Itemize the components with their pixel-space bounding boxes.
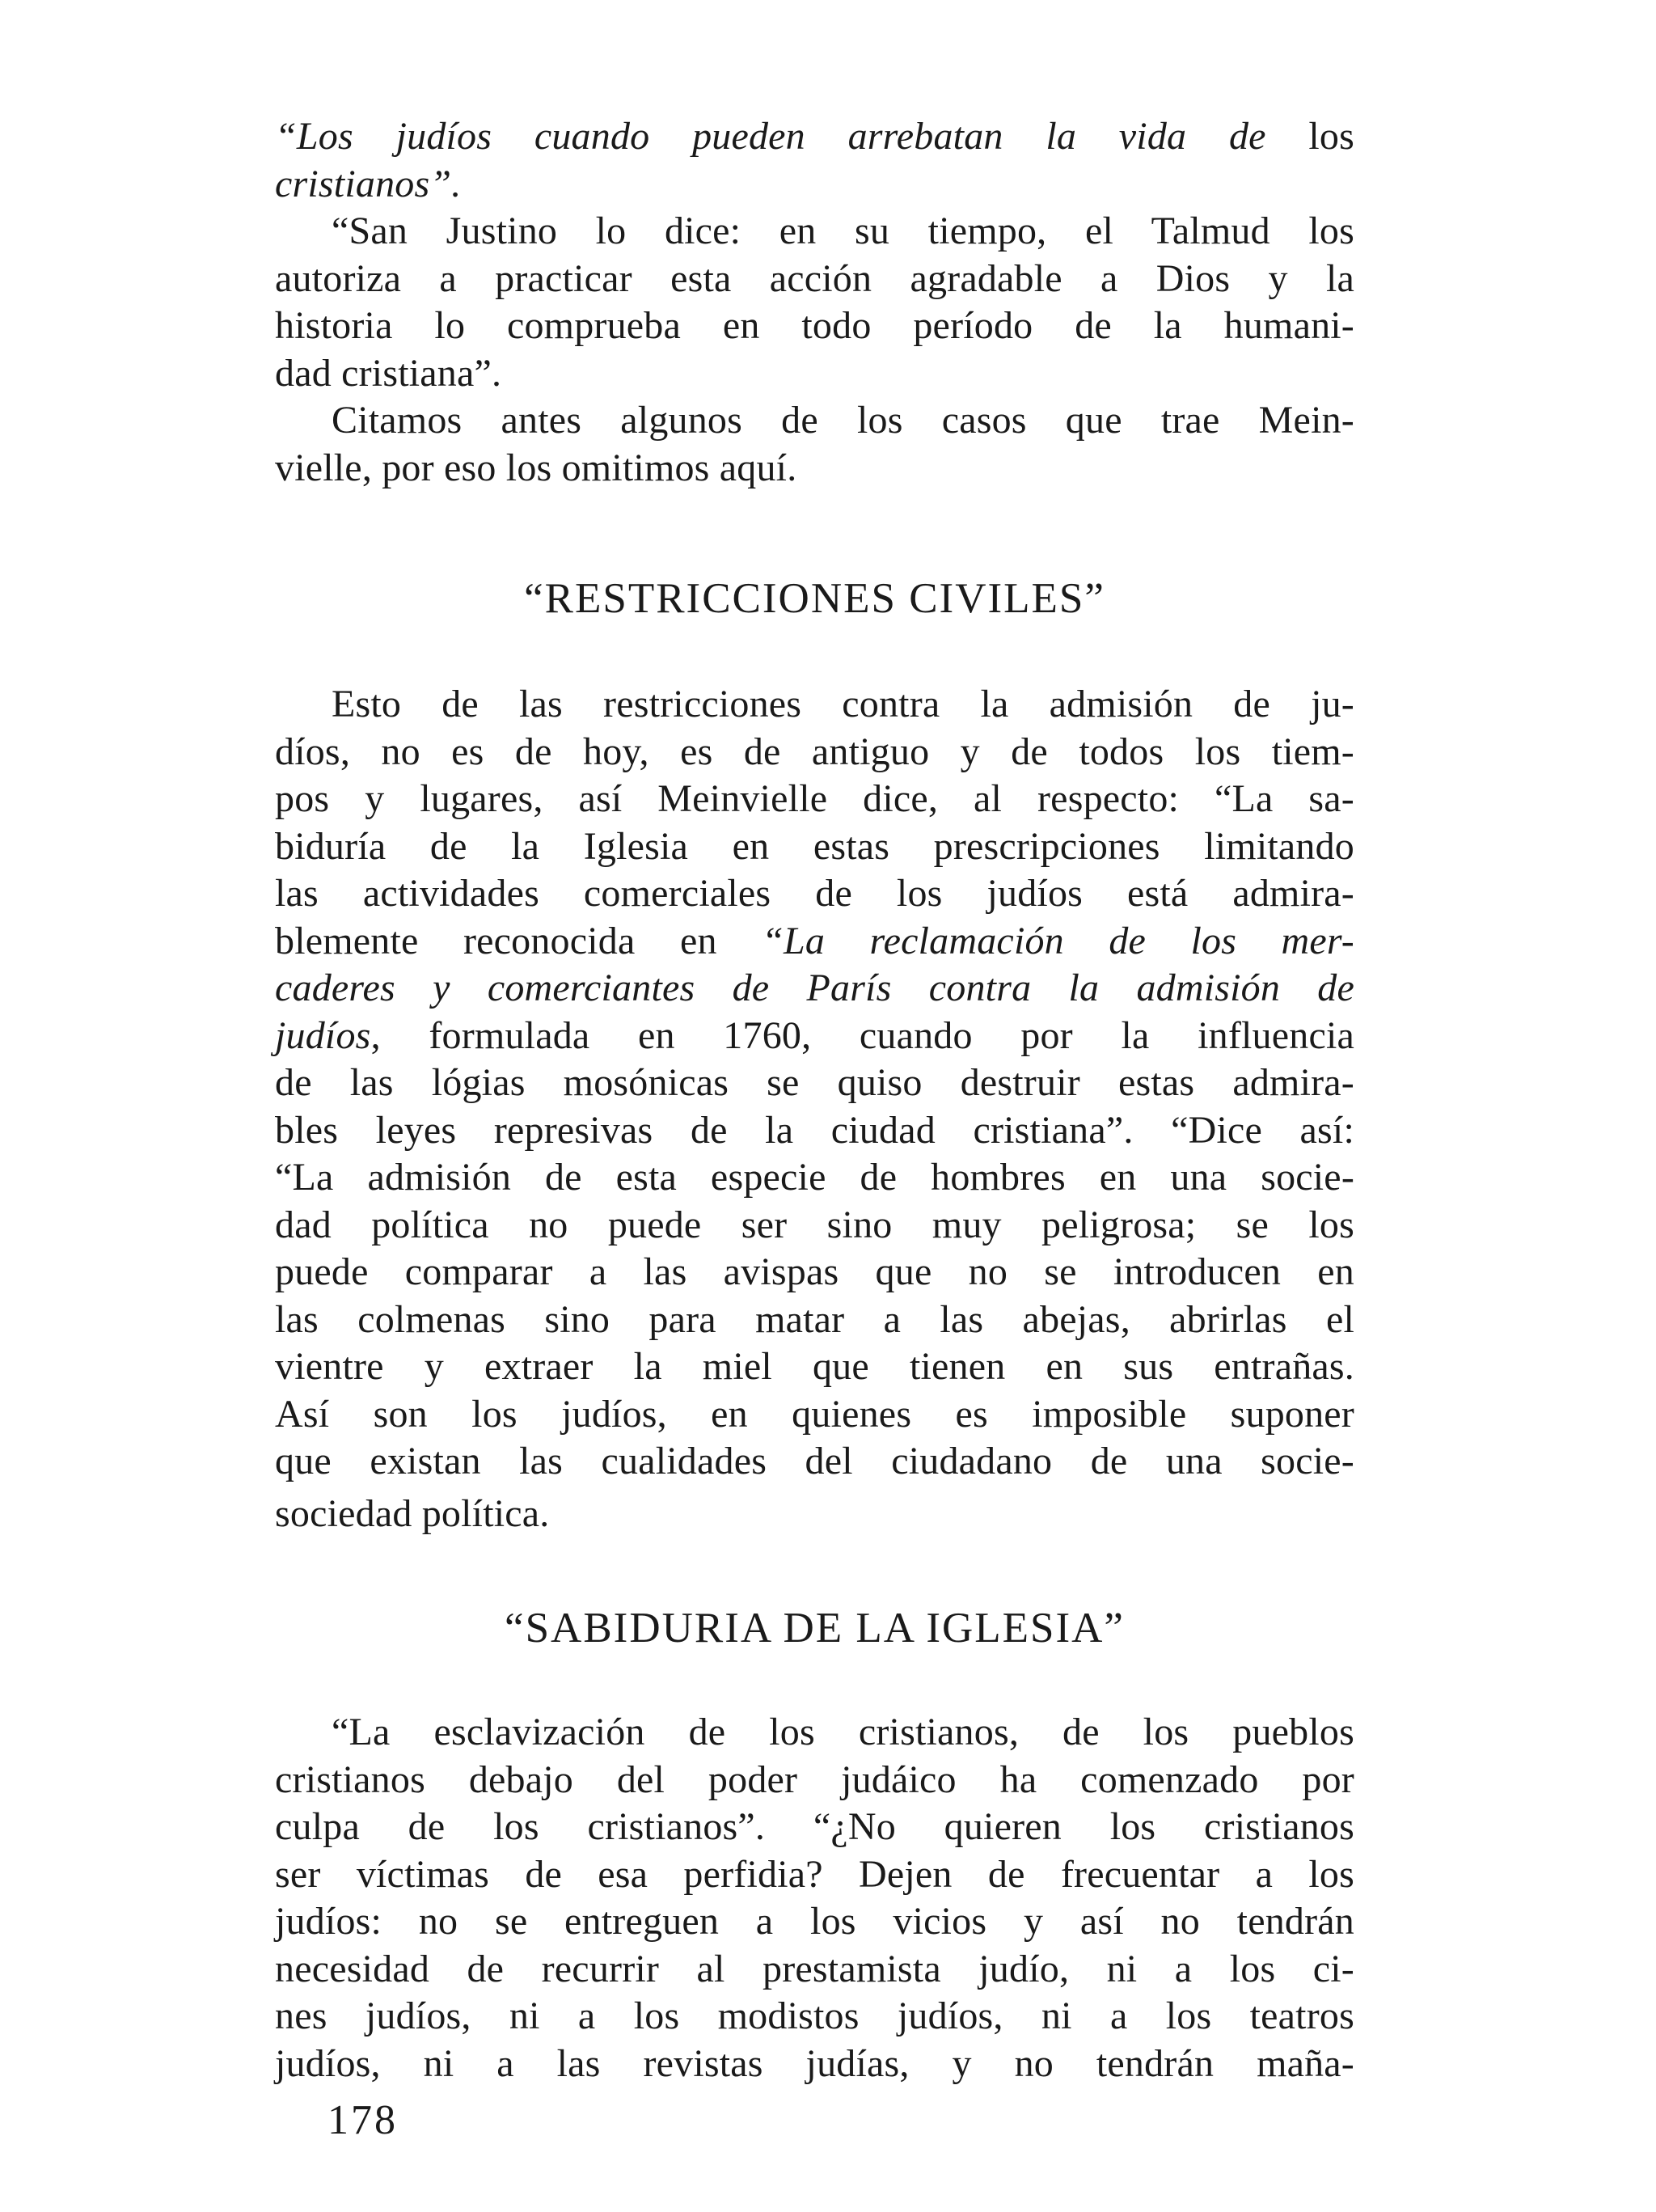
text-run: biduría de la Iglesia en estas prescripciones limitando <box>275 824 1354 868</box>
text-line <box>275 256 1354 303</box>
intro-paragraphs <box>275 113 1354 492</box>
text-run: , formulada en 1760, cuando por la influencia <box>370 1013 1354 1057</box>
text-run: vielle, por eso los omitimos aquí. <box>275 446 797 489</box>
text-run: díos, no es de hoy, es de antiguo y de todos los tiem- <box>275 730 1354 773</box>
text-run: judíos: no se entreguen a los vicios y así no tendrán <box>275 1900 1354 1943</box>
italic-text-run: “La reclamación de los mer- <box>762 919 1354 962</box>
text-line <box>275 1107 1354 1155</box>
text-run: historia lo comprueba en todo período de la humani- <box>275 304 1354 347</box>
text-line <box>275 1709 1354 1757</box>
text-line <box>275 1013 1354 1060</box>
text-run: bles leyes represivas de la ciudad cristiana”. “Dice así: <box>275 1108 1354 1152</box>
text-run: vientre y extraer la miel que tienen en sus entrañas. <box>275 1345 1354 1388</box>
text-line <box>275 1438 1354 1486</box>
text-line <box>275 1249 1354 1296</box>
text-run: de las lógias mosónicas se quiso destruir estas admira- <box>275 1061 1354 1104</box>
text-line <box>275 729 1354 776</box>
text-run: autoriza a practicar esta acción agradable a Dios y la <box>275 256 1354 300</box>
text-run: nes judíos, ni a los modistos judíos, ni a los teatros <box>275 1994 1354 2037</box>
text-run: sociedad política. <box>275 1491 550 1535</box>
italic-text-run: cristianos”. <box>275 162 462 205</box>
text-run: cristianos debajo del poder judáico ha comenzado por <box>275 1757 1354 1801</box>
text-run: los <box>1265 115 1354 158</box>
section-heading-restricciones-civiles: “RESTRICCIONES CIVILES” <box>524 575 1105 622</box>
text-line <box>275 1993 1354 2041</box>
page-number: 178 <box>327 2097 398 2143</box>
text-run: “La esclavización de los cristianos, de los pueblos <box>332 1711 1354 1753</box>
text-run: ser víctimas de esa perfidia? Dejen de frecuentar a los <box>275 1852 1354 1896</box>
text-run: blemente reconocida en <box>275 919 763 962</box>
book-page <box>275 113 1354 2087</box>
section-sabiduria-body <box>275 1709 1354 2087</box>
text-line <box>275 776 1354 823</box>
text-line <box>275 681 1354 729</box>
text-run: Esto de las restricciones contra la admisión de ju- <box>332 683 1354 725</box>
text-run: dad cristiana”. <box>275 351 502 395</box>
text-line <box>275 350 1354 398</box>
text-line <box>275 1757 1354 1804</box>
text-run: “La admisión de esta especie de hombres en una socie- <box>275 1156 1354 1199</box>
text-line <box>275 397 1354 445</box>
text-run: judíos, ni a las revistas judías, y no tendrán maña- <box>275 2041 1354 2085</box>
text-run: “San Justino lo dice: en su tiempo, el Talmud los <box>332 209 1354 252</box>
text-line <box>275 823 1354 871</box>
text-line <box>275 1946 1354 1994</box>
italic-text-run: judíos <box>275 1013 371 1057</box>
text-run: las actividades comerciales de los judíos está admira- <box>275 872 1354 915</box>
text-line <box>275 918 1354 966</box>
text-line <box>275 1202 1354 1250</box>
text-line <box>275 1898 1354 1946</box>
text-line <box>275 1296 1354 1344</box>
text-line <box>275 870 1354 918</box>
text-line <box>275 1391 1354 1439</box>
text-line <box>275 113 1354 161</box>
section-restricciones-body <box>275 681 1354 1537</box>
text-run: Citamos antes algunos de los casos que trae Mein- <box>332 399 1354 442</box>
text-run: pos y lugares, así Meinvielle dice, al respecto: “La sa- <box>275 777 1354 820</box>
text-run: Así son los judíos, en quienes es imposible suponer <box>275 1392 1354 1436</box>
text-run: dad política no puede ser sino muy peligrosa; se los <box>275 1203 1354 1246</box>
text-run: que existan las cualidades del ciudadano de una socie- <box>275 1440 1354 1482</box>
text-line <box>275 302 1354 350</box>
text-line <box>275 1154 1354 1202</box>
text-run: puede comparar a las avispas que no se introducen en <box>275 1250 1354 1293</box>
italic-text-run: “Los judíos cuando pueden arrebatan la vida de <box>275 115 1266 158</box>
text-run: culpa de los cristianos”. “¿No quieren los cristianos <box>275 1805 1354 1848</box>
text-run: las colmenas sino para matar a las abejas, abrirlas el <box>275 1297 1354 1341</box>
text-line <box>275 1059 1354 1107</box>
text-line <box>275 1804 1354 1851</box>
text-line <box>275 1851 1354 1899</box>
text-line <box>275 1343 1354 1391</box>
italic-text-run: caderes y comerciantes de París contra la admisión de <box>275 966 1354 1009</box>
section-heading-sabiduria-de-la-iglesia: “SABIDURIA DE LA IGLESIA” <box>505 1605 1125 1652</box>
text-line <box>275 1491 1354 1538</box>
text-line <box>275 965 1354 1013</box>
text-line <box>275 445 1354 493</box>
text-line <box>275 208 1354 256</box>
text-line <box>275 161 1354 209</box>
text-line <box>275 2041 1354 2088</box>
text-run: necesidad de recurrir al prestamista judío, ni a los ci- <box>275 1947 1354 1990</box>
